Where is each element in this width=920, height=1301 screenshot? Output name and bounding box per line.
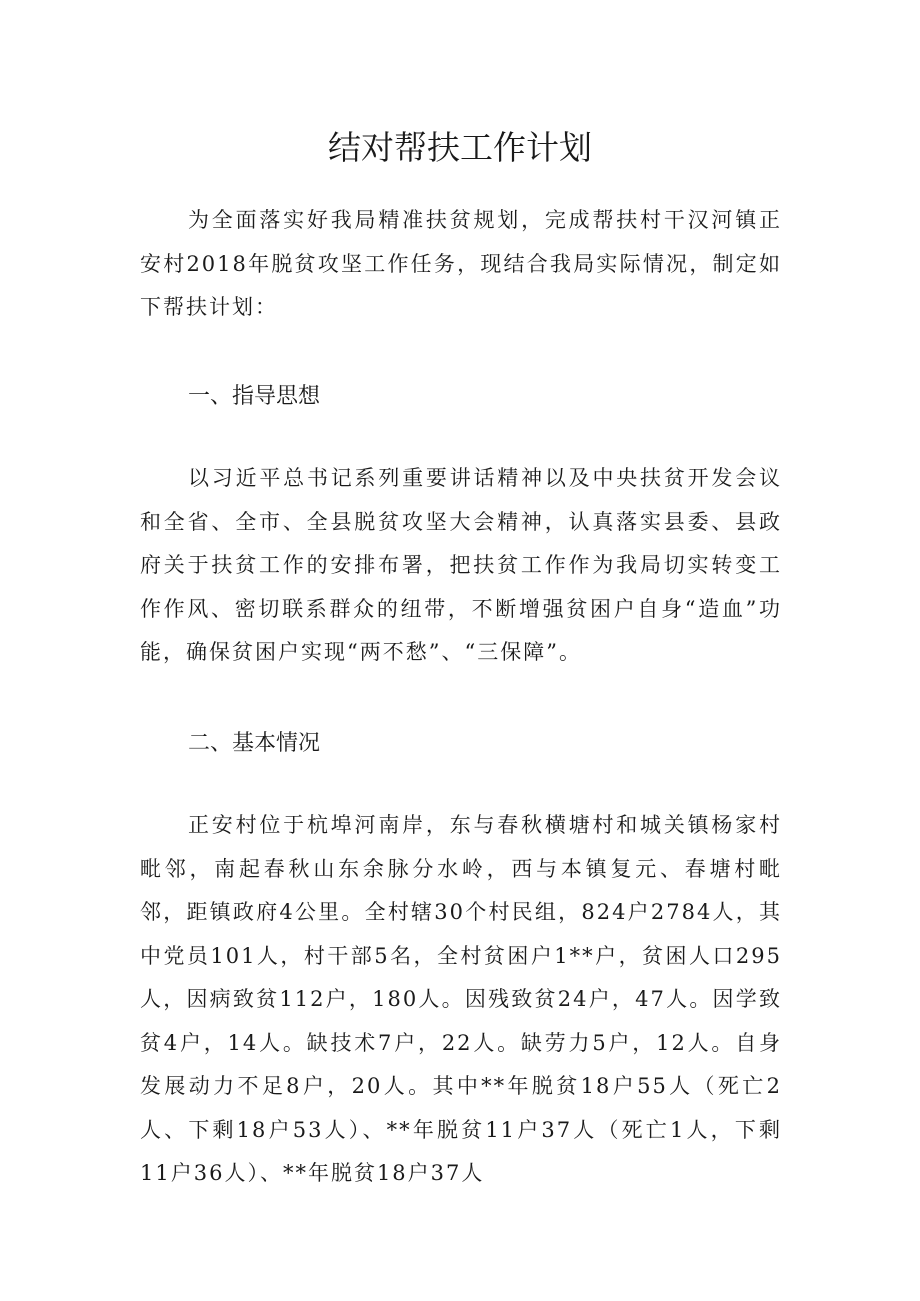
intro-paragraph: 为全面落实好我局精准扶贫规划，完成帮扶村干汉河镇正安村2018年脱贫攻坚工作任务，现结合我局实际情况，制定如下帮扶计划： <box>140 208 782 319</box>
section-heading-guiding-ideology: 一、指导思想 <box>188 384 321 409</box>
section-body-basic-situation: 正安村位于杭埠河南岸，东与春秋横塘村和城关镇杨家村毗邻，南起春秋山东余脉分水岭，西与本镇复元、春塘村毗邻，距镇政府4公里。全村辖30个村民组，824户2784人，其中党员101人，村干部5名，全村贫困户1**户，贫困人口295人，因病致贫112户，180人。因残致贫24户，47人。因学致贫4户，14人。缺技术7户，22人。缺劳力5户，12人。自身发展动力不足8户，20人。其中**年脱贫18户55人（死亡2人、下剩18户53人）、**年脱贫11户37人（死亡1人，下剩11户36人）、**年脱贫18户37人 <box>140 813 782 1185</box>
section-heading-basic-situation: 二、基本情况 <box>188 731 321 756</box>
section-body-guiding-ideology: 以习近平总书记系列重要讲话精神以及中央扶贫开发会议和全省、全市、全县脱贫攻坚大会精神，认真落实县委、县政府关于扶贫工作的安排布署，把扶贫工作作为我局切实转变工作作风、密切联系群众的纽带，不断增强贫困户自身“造血”功能，确保贫困户实现“两不愁”、“三保障”。 <box>140 466 782 664</box>
document-title: 结对帮扶工作计划 <box>328 128 592 167</box>
